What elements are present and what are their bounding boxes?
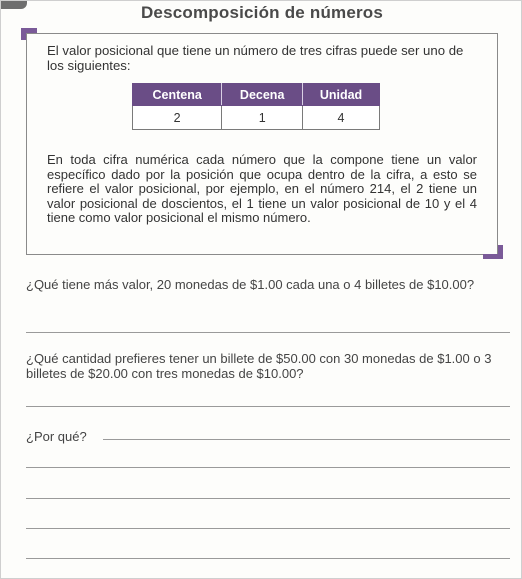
corner-accent-bottom-right bbox=[483, 245, 503, 259]
explanation-text: En toda cifra numérica cada número que la compone tiene un valor específico dado por la posición que ocupa dentro de la cifra, a esto se refiere el valor posicional, por ejemplo, en el número 214, el 2 tiene un valor posicional de doscientos, el 1 tiene un valor posicional de 10 y el 4 tiene como valor posicional el mismo número. bbox=[47, 152, 477, 225]
table-row bbox=[133, 106, 380, 130]
cell-centena: 2 bbox=[133, 106, 222, 130]
why-answer-line[interactable] bbox=[103, 439, 510, 440]
why-label: ¿Por qué? bbox=[26, 429, 87, 444]
header-unidad: Unidad bbox=[303, 84, 380, 106]
answer-line-3[interactable] bbox=[26, 467, 510, 468]
header-centena: Centena bbox=[133, 84, 222, 106]
table-header-row bbox=[133, 84, 380, 106]
place-value-table bbox=[132, 83, 380, 130]
answer-line-4[interactable] bbox=[26, 498, 510, 499]
page-title: Descomposición de números bbox=[140, 3, 384, 22]
header-decena: Decena bbox=[222, 84, 303, 106]
answer-line-2[interactable] bbox=[26, 406, 510, 407]
question-1: ¿Qué tiene más valor, 20 monedas de $1.00 cada una o 4 billetes de $10.00? bbox=[26, 277, 475, 292]
cell-decena: 1 bbox=[222, 106, 303, 130]
question-2: ¿Qué cantidad prefieres tener un billete de $50.00 con 30 monedas de $1.00 o 3 billetes de $20.00 con tres monedas de $10.00? bbox=[26, 351, 492, 381]
corner-accent-top-left bbox=[21, 28, 37, 40]
answer-line-1[interactable] bbox=[26, 332, 510, 333]
answer-line-6[interactable] bbox=[26, 558, 510, 559]
answer-line-5[interactable] bbox=[26, 528, 510, 529]
intro-text: El valor posicional que tiene un número de tres cifras puede ser uno de los siguientes: bbox=[47, 43, 464, 73]
cell-unidad: 4 bbox=[303, 106, 380, 130]
